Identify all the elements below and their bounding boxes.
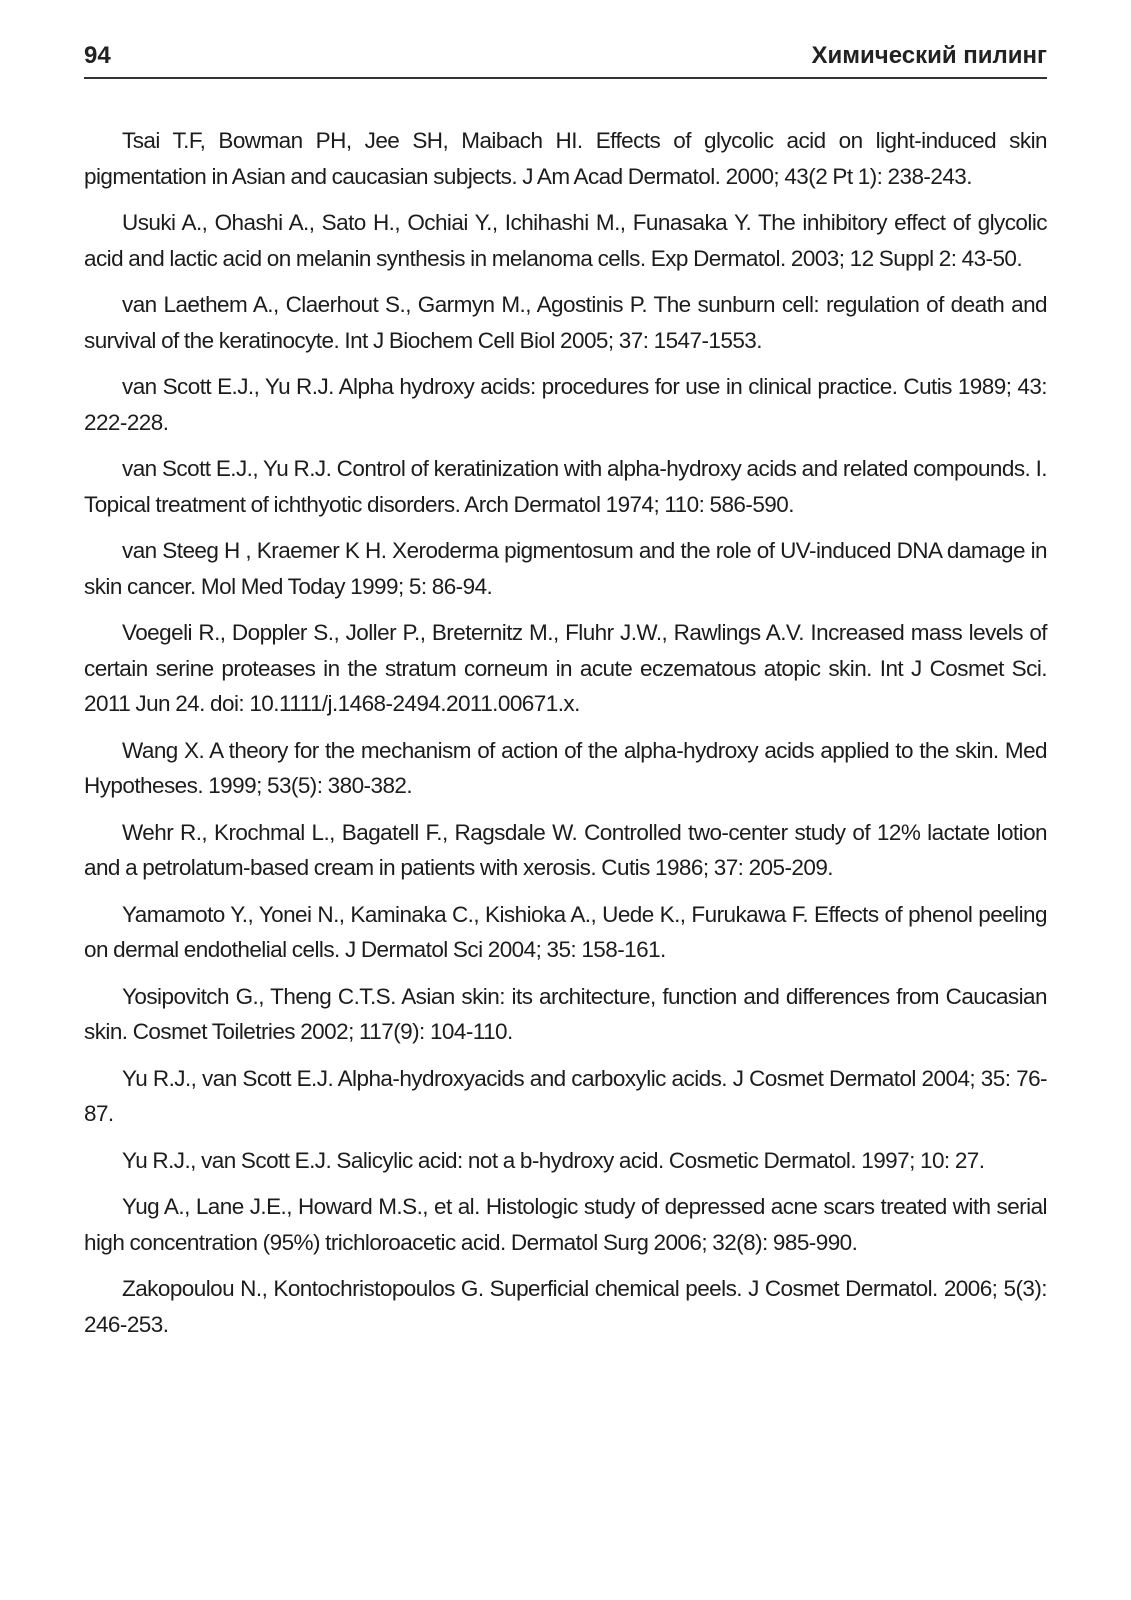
section-title: Химический пилинг bbox=[811, 42, 1047, 69]
reference-entry: Yu R.J., van Scott E.J. Salicylic acid: not a b-hydroxy acid. Cosmetic Dermatol. 1997; 10: 27. bbox=[122, 1147, 985, 1173]
reference-entry: Yamamoto Y., Yonei N., Kaminaka C., Kishioka A., Uede K., Furukawa F. Effects of phenol peeling on dermal endothelial cells. J Dermatol Sci 2004; 35: 158-161. bbox=[84, 901, 1047, 962]
reference-entry: Zakopoulou N., Kontochristopoulos G. Superficial chemical peels. J Cosmet Dermatol. 2006; 5(3): 246-253. bbox=[84, 1276, 1047, 1337]
reference-entry: van Scott E.J., Yu R.J. Alpha hydroxy acids: procedures for use in clinical practice. Cutis 1989; 43: 222-228. bbox=[84, 374, 1047, 435]
header-rule bbox=[84, 77, 1047, 79]
page-number: 94 bbox=[84, 42, 111, 69]
reference-entry: Tsai T.F, Bowman PH, Jee SH, Maibach HI. Effects of glycolic acid on light-induced skin pigmentation in Asian and caucasian subjects. J Am Acad Dermatol. 2000; 43(2 Pt 1): 238-243. bbox=[84, 128, 1047, 189]
reference-entry: Yug A., Lane J.E., Howard M.S., et al. Histologic study of depressed acne scars treated with serial high concentration (95%) trichloroacetic acid. Dermatol Surg 2006; 32(8): 985-990. bbox=[84, 1194, 1047, 1255]
reference-entry: van Steeg H , Kraemer K H. Xeroderma pigmentosum and the role of UV-induced DNA damage in skin cancer. Mol Med Today 1999; 5: 86-94. bbox=[84, 538, 1047, 599]
running-header bbox=[84, 34, 1047, 70]
reference-entry: Usuki A., Ohashi A., Sato H., Ochiai Y., Ichihashi M., Funasaka Y. The inhibitory effect of glycolic acid and lactic acid on melanin synthesis in melanoma cells. Exp Dermatol. 2003; 12 Suppl 2: 43-50. bbox=[84, 210, 1047, 271]
reference-entry: van Laethem A., Claerhout S., Garmyn M., Agostinis P. The sunburn cell: regulation of death and survival of the keratinocyte. Int J Biochem Cell Biol 2005; 37: 1547-1553. bbox=[84, 292, 1047, 353]
reference-entry: Wang X. A theory for the mechanism of action of the alpha-hydroxy acids applied to the skin. Med Hypotheses. 1999; 53(5): 380-382. bbox=[84, 737, 1047, 798]
reference-entry: Yosipovitch G., Theng C.T.S. Asian skin: its architecture, function and differences from Caucasian skin. Cosmet Toiletries 2002; 117(9): 104-110. bbox=[84, 983, 1047, 1044]
reference-entry: van Scott E.J., Yu R.J. Control of keratinization with alpha-hydroxy acids and related compounds. I. Topical treatment of ichthyotic disorders. Arch Dermatol 1974; 110: 586-590. bbox=[84, 456, 1047, 517]
reference-entry: Yu R.J., van Scott E.J. Alpha-hydroxyacids and carboxylic acids. J Cosmet Dermatol 2004; 35: 76-87. bbox=[84, 1065, 1047, 1126]
reference-list bbox=[84, 123, 1047, 1353]
reference-entry: Voegeli R., Doppler S., Joller P., Breternitz M., Fluhr J.W., Rawlings A.V. Increased mass levels of certain serine proteases in the stratum corneum in acute eczematous atopic skin. Int J Cosmet Sci. 2011 Jun 24. doi: 10.1111/j.1468-2494.2011.00671.x. bbox=[84, 620, 1047, 716]
reference-entry: Wehr R., Krochmal L., Bagatell F., Ragsdale W. Controlled two-center study of 12% lactate lotion and a petrolatum-based cream in patients with xerosis. Cutis 1986; 37: 205-209. bbox=[84, 819, 1047, 880]
